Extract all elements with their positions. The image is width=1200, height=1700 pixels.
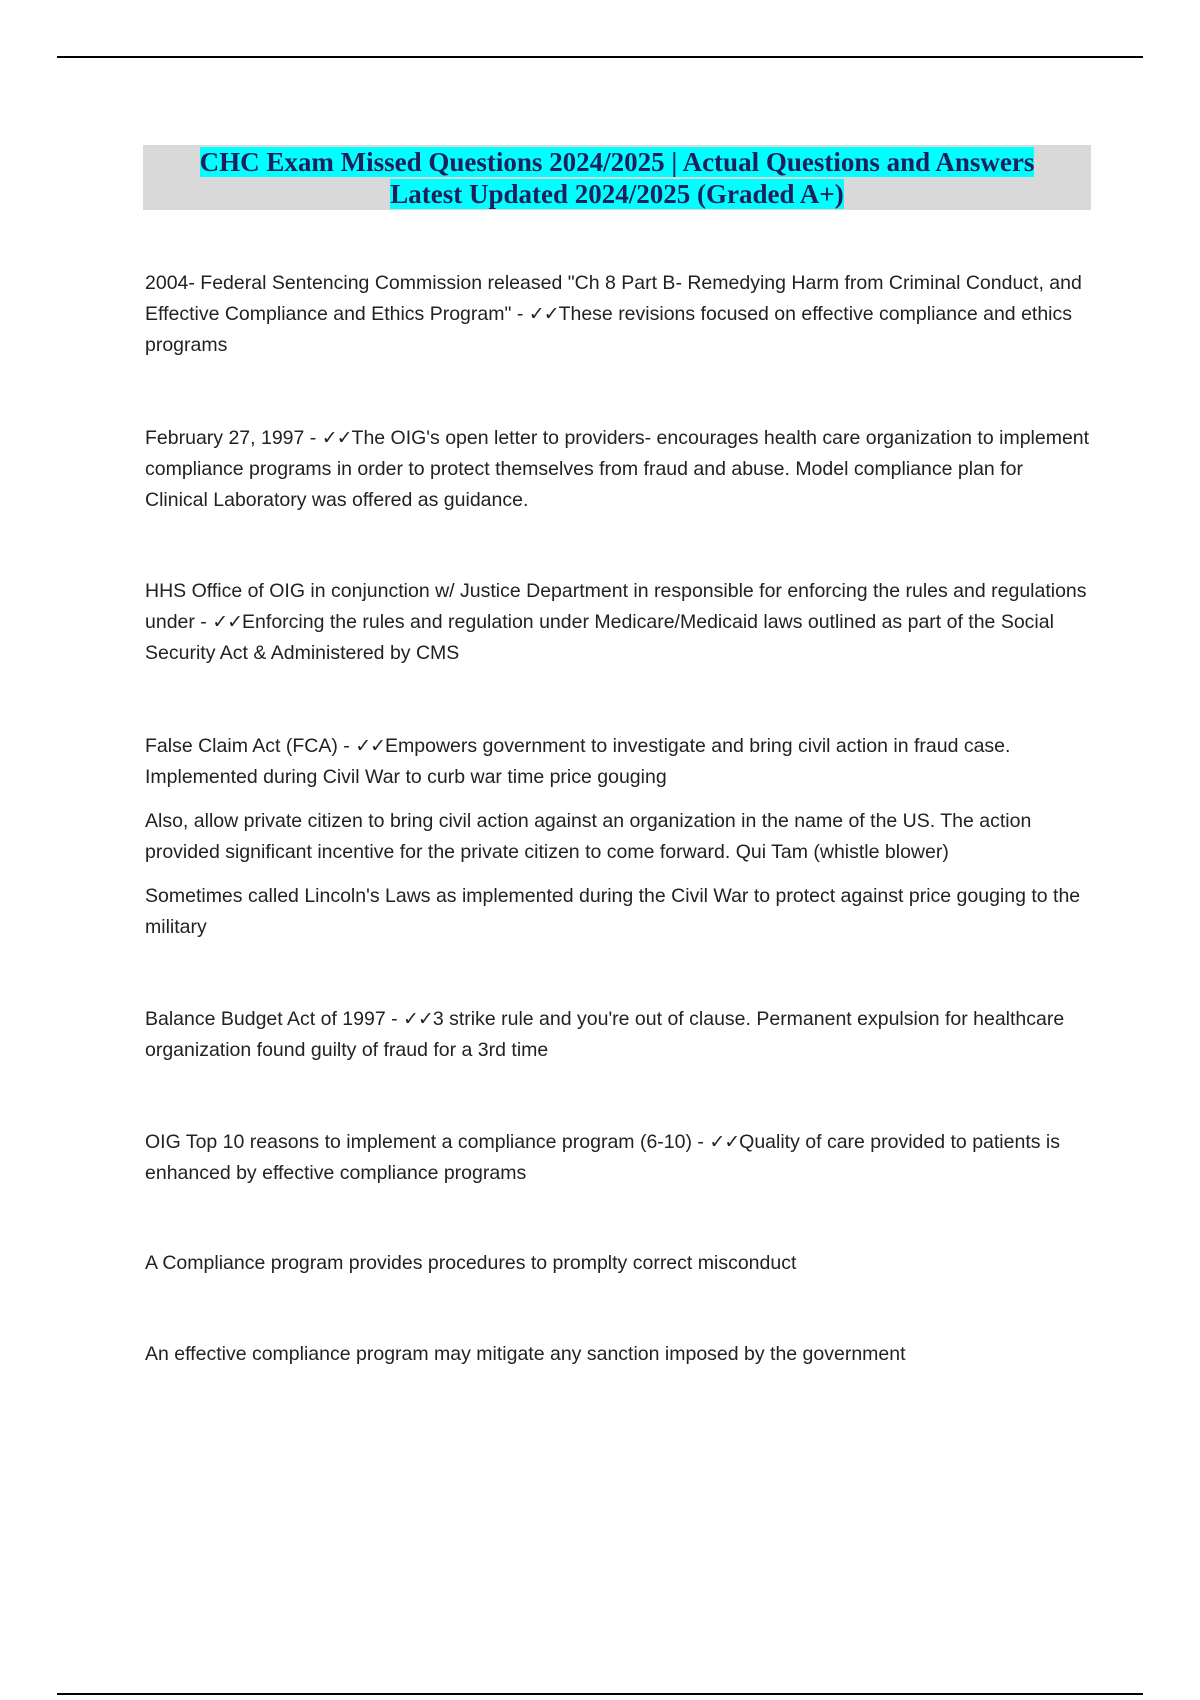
title-line-1: CHC Exam Missed Questions 2024/2025 | Actual Questions and Answers — [199, 147, 1035, 177]
qa-entry-5 — [145, 1004, 1090, 1066]
question-text: 2004- Federal Sentencing Commission released "Ch 8 Part B- Remedying Harm from Criminal Conduct, and Effective Compliance and Ethics Program" - — [145, 272, 1082, 325]
answer-text: 3 strike rule and you're out of clause. Permanent expulsion for healthcare organization found guilty of fraud for a 3rd time — [145, 1008, 1065, 1061]
standalone-text: A Compliance program provides procedures to promplty correct misconduct — [145, 1252, 797, 1274]
question-text: Balance Budget Act of 1997 - — [145, 1008, 404, 1030]
answer-text: Enforcing the rules and regulation under Medicare/Medicaid laws outlined as part of the Social Security Act & Administered by CMS — [145, 611, 1054, 664]
standalone-line-1 — [145, 1248, 1090, 1279]
question-text: February 27, 1997 - — [145, 427, 322, 449]
standalone-line-2 — [145, 1339, 1090, 1370]
answer-text: Quality of care provided to patients is enhanced by effective compliance programs — [145, 1131, 1060, 1184]
standalone-text: An effective compliance program may mitigate any sanction imposed by the government — [145, 1343, 906, 1365]
check-icon: ✓✓ — [528, 303, 559, 325]
check-icon: ✓✓ — [212, 611, 243, 633]
question-text: False Claim Act (FCA) - — [145, 735, 356, 757]
answer-text: Empowers government to investigate and bring civil action in fraud case. Implemented during Civil War to curb war time price gouging — [145, 735, 1011, 788]
answer-text: These revisions focused on effective compliance and ethics programs — [145, 303, 1073, 356]
question-text: HHS Office of OIG in conjunction w/ Justice Department in responsible for enforcing the rules and regulations under - — [145, 580, 1087, 633]
top-rule — [57, 56, 1143, 58]
title-line-2: Latest Updated 2024/2025 (Graded A+) — [390, 179, 844, 209]
answer-continuation: Sometimes called Lincoln's Laws as implemented during the Civil War to protect against price gouging to the military — [145, 885, 1081, 938]
qa-entry-6 — [145, 1127, 1090, 1189]
bottom-rule — [57, 1693, 1143, 1695]
document-title — [143, 145, 1091, 210]
qa-entry-2 — [145, 423, 1090, 516]
check-icon: ✓✓ — [403, 1008, 433, 1030]
check-icon: ✓✓ — [355, 735, 386, 757]
qa-entry-1 — [145, 268, 1090, 361]
check-icon: ✓✓ — [321, 427, 352, 449]
qa-entry-4 — [145, 731, 1090, 943]
qa-entry-3 — [145, 576, 1090, 669]
question-text: OIG Top 10 reasons to implement a compliance program (6-10) - — [145, 1131, 710, 1153]
check-icon: ✓✓ — [709, 1131, 740, 1153]
answer-text: The OIG's open letter to providers- encourages health care organization to implement compliance programs in order to protect themselves from fraud and abuse. Model compliance plan for Clinical Laboratory was offered as guidance. — [145, 427, 1090, 511]
answer-continuation: Also, allow private citizen to bring civil action against an organization in the name of the US. The action provided significant incentive for the private citizen to come forward. Qui Tam (whistle blower) — [145, 810, 1032, 863]
